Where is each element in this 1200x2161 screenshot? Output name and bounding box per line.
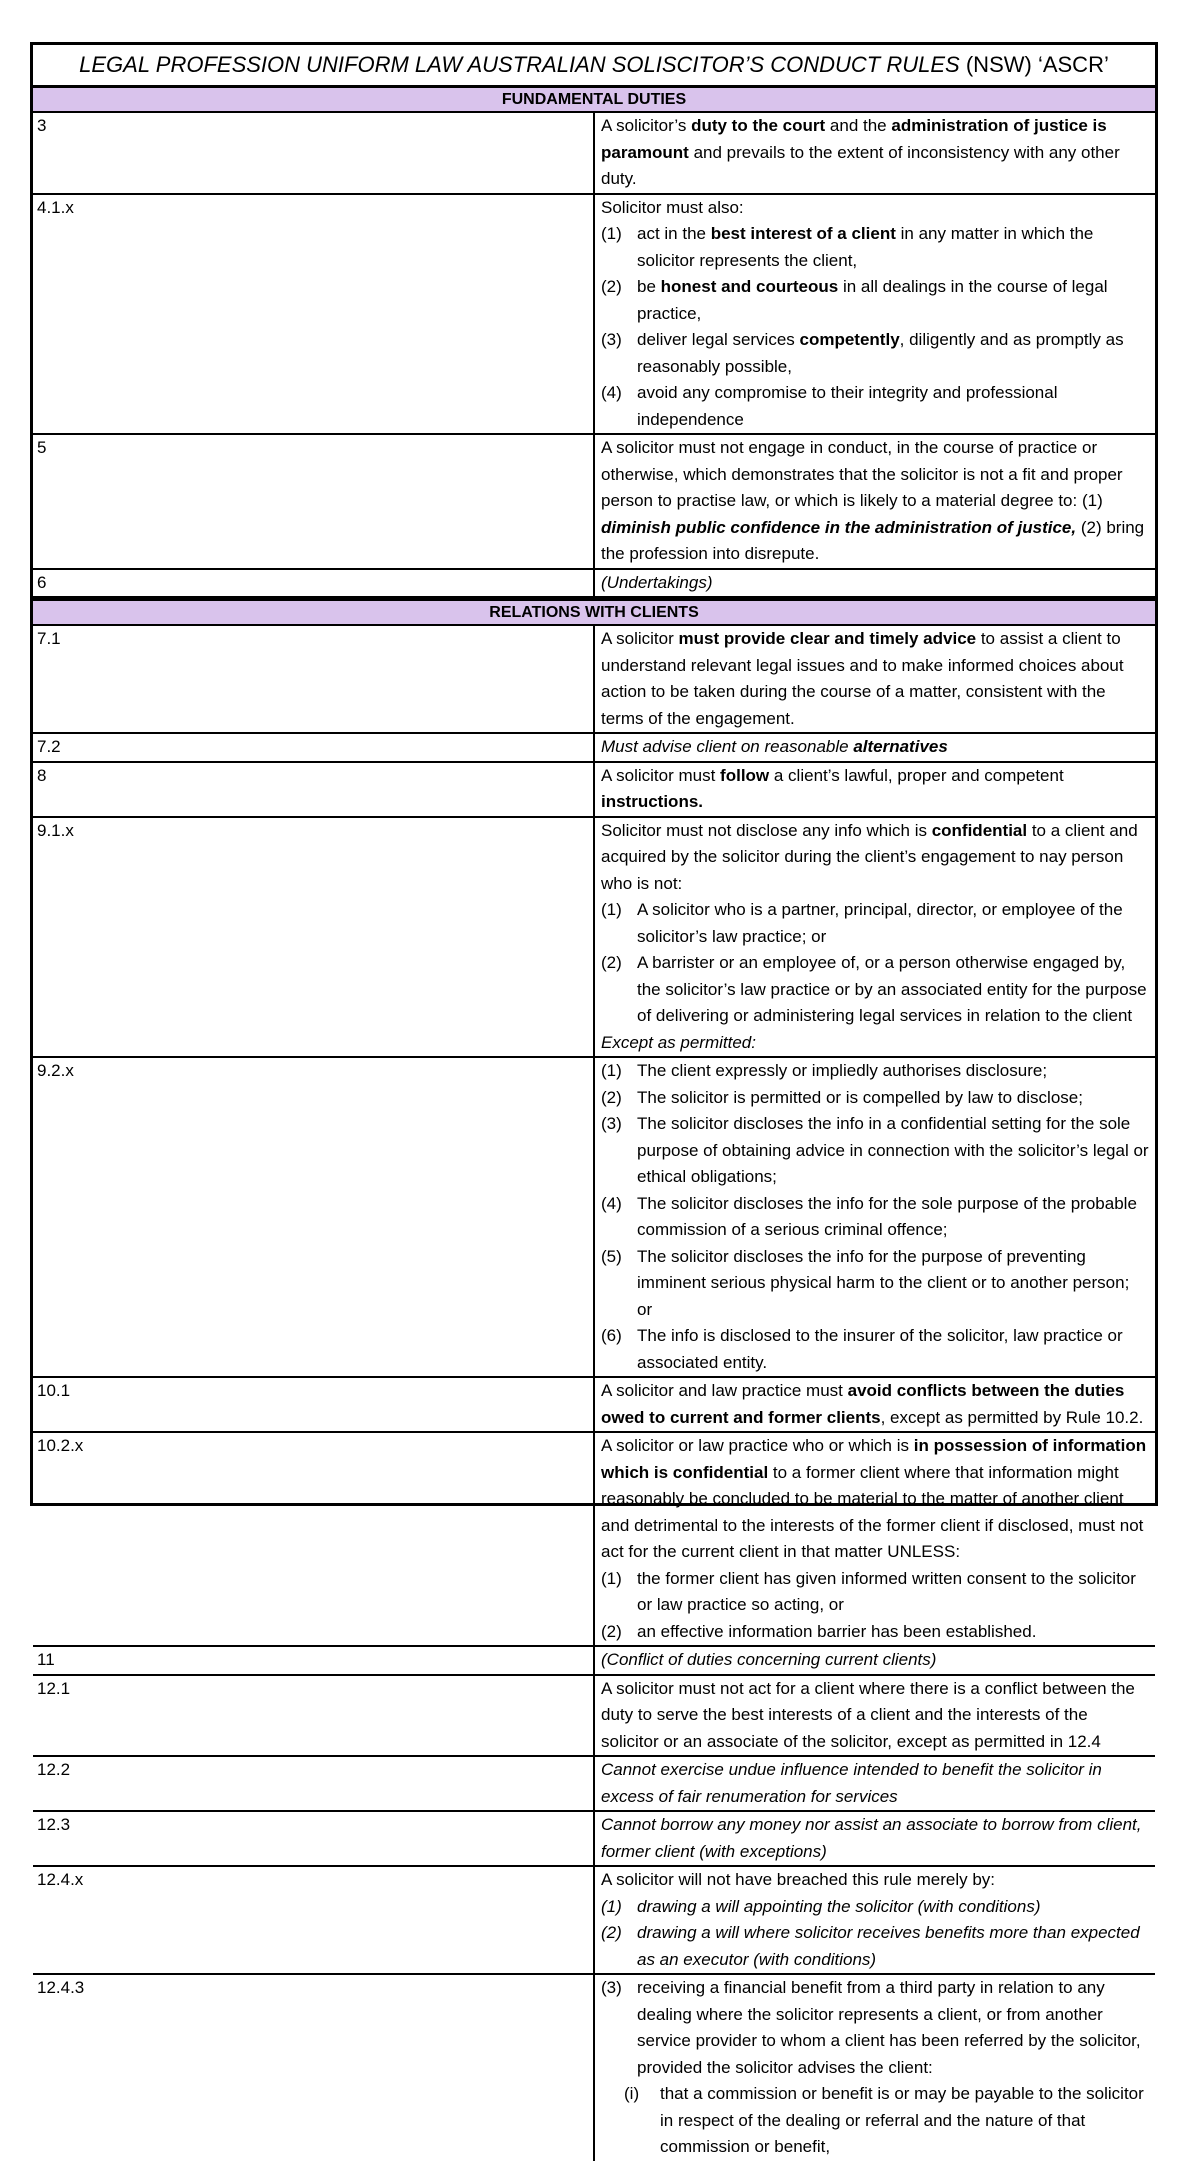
conduct-rules-table — [30, 42, 1158, 2156]
list-item: (2) an effective information barrier has been established. — [601, 1621, 1037, 1641]
list-item: (2) be honest and courteous in all dealings in the course of legal practice, — [601, 277, 1108, 323]
list-item: (2) A barrister or an employee of, or a person otherwise engaged by, the solicitor’s law practice or by an associated entity for the purpose of delivering or administering legal services in relation to the client — [601, 953, 1147, 1025]
rule-text — [594, 1057, 1155, 1377]
rule-text: (Conflict of duties concerning current clients) — [594, 1646, 1155, 1675]
list-item: (6) The info is disclosed to the insurer of the solicitor, law practice or associated entity. — [601, 1326, 1123, 1372]
rule-number: 8 — [33, 762, 594, 817]
rule-number: 12.4.x — [33, 1866, 594, 1974]
rule-row-9-1 — [33, 817, 1155, 1058]
rule-number: 9.2.x — [33, 1057, 594, 1377]
rule-text: Solicitor must also: (1) act in the best interest of a client in any matter in which the solicitor represents the client, (2) be honest and courteous in all dealings in the course of legal practice, (3) deliver legal services competently, diligently and as promptly as reasonably possible, (4) avoid any compromise to their integrity and professional independence — [594, 194, 1155, 435]
list-item: (3) receiving a financial benefit from a third party in relation to any dealing where the solicitor represents a client, or from another service provider to whom a client has been referred by the solicitor, provided the solicitor advises the client: — [601, 1978, 1141, 2077]
rule-number: 12.1 — [33, 1675, 594, 1757]
rule-row-8 — [33, 762, 1155, 817]
rule-row-10-2 — [33, 1432, 1155, 1646]
rule-number: 11 — [33, 1646, 594, 1675]
rule-text: Cannot borrow any money nor assist an associate to borrow from client, former client (with exceptions) — [594, 1811, 1155, 1866]
list-item: (2) drawing a will where solicitor receives benefits more than expected as an executor (with conditions) — [601, 1923, 1140, 1969]
section-relations-with-clients: RELATIONS WITH CLIENTS — [33, 599, 1155, 626]
rule-row-12-4 — [33, 1866, 1155, 1974]
rule-text: A solicitor must follow a client’s lawful, proper and competent instructions. — [594, 762, 1155, 817]
rule-number: 12.3 — [33, 1811, 594, 1866]
list-item: (i) that a commission or benefit is or may be payable to the solicitor in respect of the dealing or referral and the nature of that commission or benefit, — [624, 2084, 1144, 2156]
list-item: (3) The solicitor discloses the info in a confidential setting for the sole purpose of obtaining advice in connection with the solicitor’s legal or ethical obligations; — [601, 1114, 1149, 1186]
list-item: (1) drawing a will appointing the solicitor (with conditions) — [601, 1896, 1041, 1916]
rule-number: 3 — [33, 112, 594, 194]
rule-row-12-3 — [33, 1811, 1155, 1866]
rule-row-3 — [33, 112, 1155, 194]
rule-number: 10.2.x — [33, 1432, 594, 1646]
rule-text: Cannot exercise undue influence intended to benefit the solicitor in excess of fair renumeration for services — [594, 1756, 1155, 1811]
rule-text: A solicitor’s duty to the court and the administration of justice is paramount and prevails to the extent of inconsistency with any other duty. — [601, 116, 1120, 188]
rule-text — [594, 1974, 1155, 2161]
rule-number: 4.1.x — [33, 194, 594, 435]
list-item: (2) The solicitor is permitted or is compelled by law to disclose; — [601, 1087, 1083, 1107]
rule-text: A solicitor must provide clear and timely advice to assist a client to understand relevant legal issues and to make informed choices about action to be taken during the course of a matter, consistent with the terms of the engagement. — [601, 629, 1124, 728]
list-item: (3) deliver legal services competently, diligently and as promptly as reasonably possible, — [601, 330, 1124, 376]
rule-number: 6 — [33, 569, 594, 599]
list-item: (1) act in the best interest of a client in any matter in which the solicitor represents the client, — [601, 224, 1094, 270]
rule-row-10-1 — [33, 1377, 1155, 1432]
rule-text: A solicitor must not act for a client where there is a conflict between the duty to serve the best interests of a client and the interests of the solicitor or an associate of the solicitor, except as permitted in 12.4 — [594, 1675, 1155, 1757]
list-item: (1) the former client has given informed written consent to the solicitor or law practice so acting, or — [601, 1568, 1136, 1614]
rule-number: 9.1.x — [33, 817, 594, 1058]
rule-text: A solicitor or law practice who or which is in possession of information which is confidential to a former client where that information might reasonably be concluded to be material to the matter of another client and detrimental to the interests of the former client if disclosed, must not act for the current client in that matter UNLESS: (1) the former client has given informed written consent to the solicitor or law practice so acting, or (2) an effective information barrier has been established. — [594, 1432, 1155, 1646]
rule-row-4-1 — [33, 194, 1155, 435]
rule-row-12-4-3 — [33, 1974, 1155, 2161]
rule-number: 12.4.3 — [33, 1974, 594, 2161]
rule-number: 10.1 — [33, 1377, 594, 1432]
list-item: (5) The solicitor discloses the info for the purpose of preventing imminent serious physical harm to the client or to another person; or — [601, 1246, 1130, 1319]
list-item: (1) A solicitor who is a partner, principal, director, or employee of the solicitor’s law practice; or — [601, 900, 1123, 946]
list-item: (4) avoid any compromise to their integrity and professional independence — [601, 383, 1058, 429]
rule-row-5 — [33, 434, 1155, 569]
rule-text: A solicitor will not have breached this rule merely by: (1) drawing a will appointing the solicitor (with conditions) (2) drawing a will where solicitor receives benefits more than expected as an executor (with conditions) — [594, 1866, 1155, 1974]
rule-text: Solicitor must not disclose any info which is confidential to a client and acquired by the solicitor during the client’s engagement to nay person who is not: (1) A solicitor who is a partner, principal, director, or employee of the solicitor’s law practice; or (2) A barrister or an employee of, or a person otherwise engaged by, the solicitor’s law practice or by an associated entity for the purpose of delivering or administering legal services in relation to the client Except as permitted: — [594, 817, 1155, 1058]
document-title: LEGAL PROFESSION UNIFORM LAW AUSTRALIAN SOLISCITOR’S CONDUCT RULES (NSW) ‘ASCR’ — [33, 45, 1155, 87]
rule-row-11 — [33, 1646, 1155, 1675]
section-fundamental-duties: FUNDAMENTAL DUTIES — [33, 87, 1155, 113]
rule-number: 5 — [33, 434, 594, 569]
rule-row-7-1 — [33, 625, 1155, 733]
rule-number: 7.1 — [33, 625, 594, 733]
rule-row-12-2 — [33, 1756, 1155, 1811]
rule-number: 7.2 — [33, 733, 594, 762]
rule-number: 12.2 — [33, 1756, 594, 1811]
rule-row-7-2 — [33, 733, 1155, 762]
rule-row-6 — [33, 569, 1155, 599]
rule-text: A solicitor must not engage in conduct, in the course of practice or otherwise, which demonstrates that the solicitor is not a fit and proper person to practise law, or which is likely to a material degree to: (1) diminish public confidence in the administration of justice, (2) bring the profession into disrepute. — [594, 434, 1155, 569]
rule-row-12-1 — [33, 1675, 1155, 1757]
list-item: (1) The client expressly or impliedly authorises disclosure; — [601, 1061, 1048, 1080]
rule-text: Must advise client on reasonable alternatives — [594, 733, 1155, 762]
rule-text: A solicitor and law practice must avoid conflicts between the duties owed to current and former clients, except as permitted by Rule 10.2. — [594, 1377, 1155, 1432]
rule-text: (Undertakings) — [594, 569, 1155, 599]
rule-row-9-2 — [33, 1057, 1155, 1377]
list-item: (4) The solicitor discloses the info for the sole purpose of the probable commission of a serious criminal offence; — [601, 1193, 1137, 1239]
